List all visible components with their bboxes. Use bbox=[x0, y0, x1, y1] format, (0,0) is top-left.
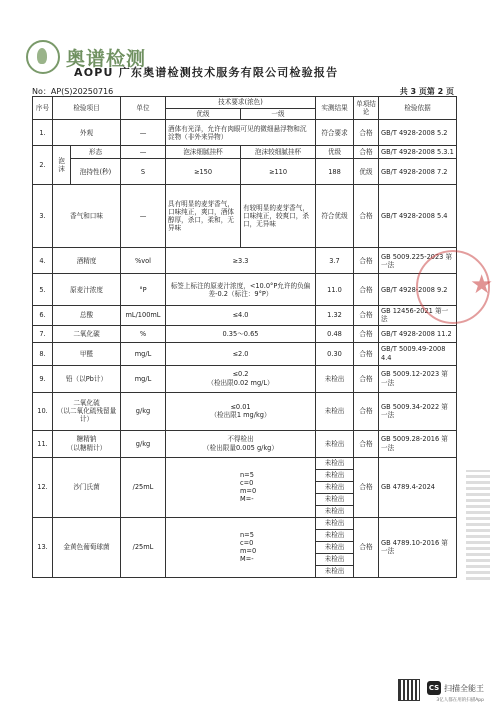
row-basis: GB/T 4928-2008 9.2 bbox=[379, 274, 457, 306]
row-basis: GB 5009.34-2022 第一法 bbox=[379, 392, 457, 430]
row-item: 香气和口味 bbox=[53, 185, 121, 248]
plan-n: n=5 bbox=[240, 530, 254, 539]
plan-M: M=- bbox=[240, 495, 254, 504]
row-result: 未检出 bbox=[316, 457, 354, 469]
row-requirement: ≤4.0 bbox=[166, 306, 316, 325]
row-judgement: 合格 bbox=[354, 430, 379, 457]
row-result: 0.48 bbox=[316, 325, 354, 342]
watermark-subtitle: 3亿人都在用的扫描App bbox=[436, 698, 484, 703]
row-judgement: 优级 bbox=[354, 159, 379, 185]
row-result: 未检出 bbox=[316, 565, 354, 577]
row-group: 泡沫 bbox=[53, 146, 71, 185]
row-result: 未检出 bbox=[316, 430, 354, 457]
row-no: 9. bbox=[33, 365, 53, 392]
table-row bbox=[33, 517, 457, 529]
row-result: 符合要求 bbox=[316, 120, 354, 146]
col-header-item: 检验项目 bbox=[53, 97, 121, 120]
row-item: 铅（以Pb计） bbox=[53, 365, 121, 392]
row-unit: — bbox=[121, 146, 166, 159]
row-unit: mL/100mL bbox=[121, 306, 166, 325]
row-unit: g/kg bbox=[121, 430, 166, 457]
table-row bbox=[33, 120, 457, 146]
row-item bbox=[53, 392, 121, 430]
table-row bbox=[33, 146, 457, 159]
table-row bbox=[33, 185, 457, 248]
row-item: 甲醛 bbox=[53, 342, 121, 365]
row-result: 188 bbox=[316, 159, 354, 185]
row-no: 3. bbox=[33, 185, 53, 248]
table-row bbox=[33, 274, 457, 306]
row-basis: GB 4789.4-2024 bbox=[379, 457, 457, 517]
qr-code-icon bbox=[398, 679, 420, 701]
row-judgement: 合格 bbox=[354, 146, 379, 159]
table-row bbox=[33, 457, 457, 469]
row-requirement bbox=[166, 430, 316, 457]
plan-M: M=- bbox=[240, 555, 254, 564]
row-result: 0.30 bbox=[316, 342, 354, 365]
col-header-excellent: 优级 bbox=[166, 109, 241, 120]
row-result: 未检出 bbox=[316, 481, 354, 493]
row-requirement: 标签上标注的原麦汁浓度，<10.0°P允许的负偏差-0.2（标注：9°P） bbox=[166, 274, 316, 306]
row-basis: GB/T 4928-2008 5.4 bbox=[379, 185, 457, 248]
row-no: 11. bbox=[33, 430, 53, 457]
row-judgement: 合格 bbox=[354, 248, 379, 274]
row-item: 二氧化碳 bbox=[53, 325, 121, 342]
col-header-basis: 检验依据 bbox=[379, 97, 457, 120]
row-unit: %vol bbox=[121, 248, 166, 274]
row-basis: GB 12456-2021 第一法 bbox=[379, 306, 457, 325]
row-unit: g/kg bbox=[121, 392, 166, 430]
row-result: 未检出 bbox=[316, 553, 354, 565]
row-item: 外观 bbox=[53, 120, 121, 146]
watermark-brand: 扫描全能王 bbox=[444, 683, 484, 693]
camscanner-icon: CS bbox=[427, 681, 441, 695]
table-row bbox=[33, 342, 457, 365]
row-requirement: 酒体有光泽，允许有肉眼可见的微细悬浮物和沉淀物（非外来异物） bbox=[166, 120, 316, 146]
sampling-plan bbox=[166, 457, 316, 517]
row-judgement: 合格 bbox=[354, 342, 379, 365]
row-no: 13. bbox=[33, 517, 53, 577]
row-requirement: ≤2.0 bbox=[166, 342, 316, 365]
table-row bbox=[33, 248, 457, 274]
row-basis: GB 5009.28-2016 第一法 bbox=[379, 430, 457, 457]
row-item: 总酸 bbox=[53, 306, 121, 325]
detection-limit: （检出限0.02 mg/L） bbox=[207, 378, 274, 387]
row-result: 未检出 bbox=[316, 541, 354, 553]
row-unit: % bbox=[121, 325, 166, 342]
row-unit: — bbox=[121, 185, 166, 248]
row-no: 12. bbox=[33, 457, 53, 517]
seal-star-icon: ★ bbox=[470, 270, 494, 300]
row-no: 7. bbox=[33, 325, 53, 342]
row-result: 未检出 bbox=[316, 365, 354, 392]
row-result: 3.7 bbox=[316, 248, 354, 274]
table-row bbox=[33, 430, 457, 457]
row-basis: GB/T 5009.49-2008 4.4 bbox=[379, 342, 457, 365]
row-item: 泡持性(秒) bbox=[71, 159, 121, 185]
requirement-value: 不得检出 bbox=[227, 435, 254, 444]
row-no: 10. bbox=[33, 392, 53, 430]
table-row bbox=[33, 325, 457, 342]
row-judgement: 合格 bbox=[354, 392, 379, 430]
row-judgement: 合格 bbox=[354, 306, 379, 325]
row-judgement: 合格 bbox=[354, 274, 379, 306]
row-basis: GB/T 4928-2008 11.2 bbox=[379, 325, 457, 342]
plan-n: n=5 bbox=[240, 470, 254, 479]
row-requirement bbox=[166, 365, 316, 392]
item-note: （以糖精计） bbox=[66, 443, 107, 452]
row-judgement: 合格 bbox=[354, 185, 379, 248]
row-unit: /25mL bbox=[121, 517, 166, 577]
row-result: 未检出 bbox=[316, 517, 354, 529]
row-result: 未检出 bbox=[316, 529, 354, 541]
table-row bbox=[33, 392, 457, 430]
row-judgement: 合格 bbox=[354, 120, 379, 146]
detection-limit: （检出限量0.005 g/kg） bbox=[203, 443, 278, 452]
row-judgement: 合格 bbox=[354, 365, 379, 392]
row-result: 未检出 bbox=[316, 469, 354, 481]
row-basis: GB/T 4928-2008 7.2 bbox=[379, 159, 457, 185]
row-first: 泡沫较细腻挂杯 bbox=[241, 146, 316, 159]
page-indicator: 共 3 页第 2 页 bbox=[399, 87, 454, 96]
row-unit: mg/L bbox=[121, 365, 166, 392]
row-result: 优级 bbox=[316, 146, 354, 159]
row-no: 8. bbox=[33, 342, 53, 365]
row-result: 未检出 bbox=[316, 493, 354, 505]
col-header-first: 一级 bbox=[241, 109, 316, 120]
item-name: 糖精钠 bbox=[76, 435, 97, 444]
row-unit: °P bbox=[121, 274, 166, 306]
row-requirement bbox=[166, 392, 316, 430]
col-header-no: 序号 bbox=[33, 97, 53, 120]
row-item: 金黄色葡萄球菌 bbox=[53, 517, 121, 577]
row-judgement: 合格 bbox=[354, 457, 379, 517]
row-excellent: ≥150 bbox=[166, 159, 241, 185]
row-no: 2. bbox=[33, 146, 53, 185]
inspection-table bbox=[32, 96, 457, 578]
row-item: 形态 bbox=[71, 146, 121, 159]
leaf-logo-icon bbox=[26, 40, 60, 74]
row-result: 1.32 bbox=[316, 306, 354, 325]
requirement-value: ≤0.2 bbox=[232, 370, 249, 379]
row-no: 4. bbox=[33, 248, 53, 274]
scanner-watermark bbox=[427, 681, 484, 695]
logo-text: 奥谱检测 bbox=[66, 47, 147, 70]
plan-c: c=0 bbox=[240, 538, 254, 547]
row-excellent: 泡沫细腻挂杯 bbox=[166, 146, 241, 159]
row-basis: GB/T 4928-2008 5.3.1 bbox=[379, 146, 457, 159]
item-note: （以二氧化硫残留量计） bbox=[56, 407, 117, 424]
row-no: 5. bbox=[33, 274, 53, 306]
plan-m: m=0 bbox=[240, 547, 257, 556]
row-first: 有较明显的麦芽香气，口味纯正，较爽口，杀口，无异味 bbox=[241, 185, 316, 248]
row-basis: GB/T 4928-2008 5.2 bbox=[379, 120, 457, 146]
col-header-unit: 单位 bbox=[121, 97, 166, 120]
seam-stamp bbox=[466, 470, 490, 580]
row-no: 1. bbox=[33, 120, 53, 146]
col-header-requirement: 技术要求(浓色) bbox=[166, 97, 316, 109]
row-result: 未检出 bbox=[316, 392, 354, 430]
row-basis: GB 5009.225-2023 第一法 bbox=[379, 248, 457, 274]
row-result: 符合优级 bbox=[316, 185, 354, 248]
sampling-plan bbox=[166, 517, 316, 577]
row-item: 沙门氏菌 bbox=[53, 457, 121, 517]
requirement-value: ≤0.01 bbox=[230, 402, 251, 411]
row-item: 原麦汁浓度 bbox=[53, 274, 121, 306]
report-number: No：AP(S)20250716 bbox=[32, 87, 114, 96]
row-judgement: 合格 bbox=[354, 325, 379, 342]
report-title: AOPU 广东奥谱检测技术服务有限公司检验报告 bbox=[74, 66, 339, 79]
col-header-judgement: 单项结论 bbox=[354, 97, 379, 120]
row-requirement: 0.35～0.65 bbox=[166, 325, 316, 342]
row-judgement: 合格 bbox=[354, 517, 379, 577]
col-header-result: 实测结果 bbox=[316, 97, 354, 120]
row-item: 酒精度 bbox=[53, 248, 121, 274]
row-requirement: ≥3.3 bbox=[166, 248, 316, 274]
plan-c: c=0 bbox=[240, 478, 254, 487]
row-basis: GB 4789.10-2016 第一法 bbox=[379, 517, 457, 577]
row-result: 11.0 bbox=[316, 274, 354, 306]
plan-m: m=0 bbox=[240, 487, 257, 496]
row-unit: mg/L bbox=[121, 342, 166, 365]
row-unit: — bbox=[121, 120, 166, 146]
row-item bbox=[53, 430, 121, 457]
row-result: 未检出 bbox=[316, 505, 354, 517]
detection-limit: （检出限1 mg/kg） bbox=[210, 411, 271, 420]
row-basis: GB 5009.12-2023 第一法 bbox=[379, 365, 457, 392]
table-row bbox=[33, 306, 457, 325]
table-row bbox=[33, 365, 457, 392]
row-no: 6. bbox=[33, 306, 53, 325]
table-row bbox=[33, 159, 457, 185]
row-first: ≥110 bbox=[241, 159, 316, 185]
row-unit: S bbox=[121, 159, 166, 185]
item-name: 二氧化硫 bbox=[73, 398, 100, 407]
row-unit: /25mL bbox=[121, 457, 166, 517]
row-excellent: 具有明显的麦芽香气，口味纯正，爽口，酒体醇厚，杀口，柔和，无异味 bbox=[166, 185, 241, 248]
